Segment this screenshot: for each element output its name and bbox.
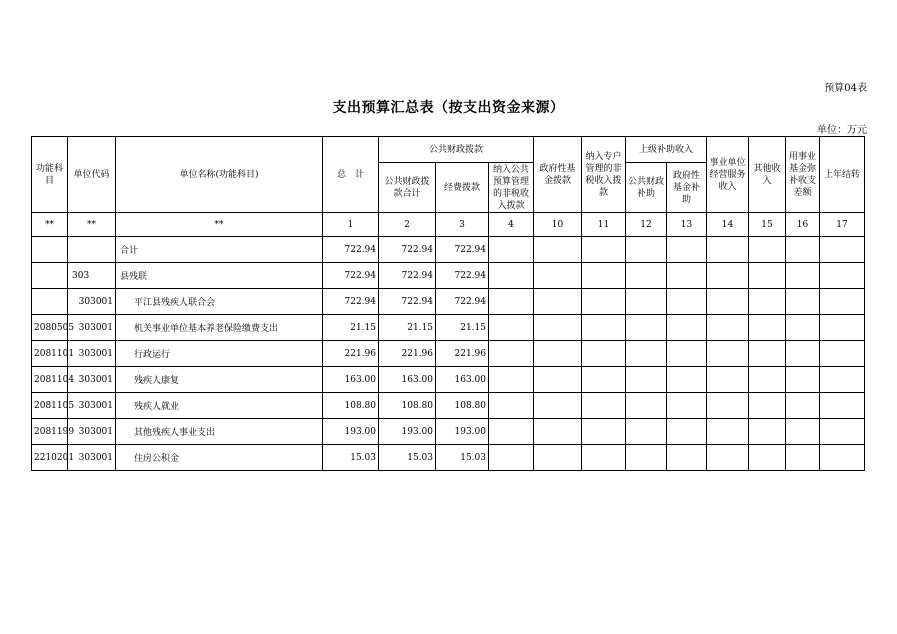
public-fin-total-cell: 722.94	[379, 237, 436, 263]
empty-cell	[582, 419, 626, 445]
empty-cell	[534, 367, 582, 393]
empty-cell	[786, 341, 820, 367]
empty-cell	[626, 419, 667, 445]
unit-code-cell: 303001	[68, 289, 116, 315]
table-row	[32, 237, 865, 263]
empty-cell	[626, 367, 667, 393]
empty-cell	[667, 289, 707, 315]
empty-cell	[786, 445, 820, 471]
table-row	[32, 419, 865, 445]
column-index-cell: 10	[534, 213, 582, 237]
func-code-cell: 2081104	[32, 367, 68, 393]
empty-cell	[786, 237, 820, 263]
empty-cell	[820, 289, 865, 315]
empty-cell	[489, 263, 534, 289]
empty-cell	[582, 393, 626, 419]
func-code-cell: 2081105	[32, 393, 68, 419]
header-func-code: 功能科目	[32, 137, 68, 213]
unit-name-cell: 合计	[116, 237, 323, 263]
table-row	[32, 445, 865, 471]
empty-cell	[707, 367, 749, 393]
empty-cell	[582, 367, 626, 393]
column-index-cell: 12	[626, 213, 667, 237]
total-cell: 722.94	[323, 289, 379, 315]
header-nontax-budget: 纳入公共预算管理的非税收入拨款	[489, 163, 534, 213]
public-fin-total-cell: 108.80	[379, 393, 436, 419]
public-fin-total-cell: 15.03	[379, 445, 436, 471]
allocation-cell: 722.94	[436, 289, 489, 315]
unit-code-cell: 303001	[68, 341, 116, 367]
func-code-cell	[32, 237, 68, 263]
empty-cell	[749, 367, 786, 393]
header-public-fin-total: 公共财政拨款合计	[379, 163, 436, 213]
header-fund-deficit: 用事业基金弥补收支差额	[786, 137, 820, 213]
empty-cell	[489, 341, 534, 367]
empty-cell	[626, 289, 667, 315]
empty-cell	[749, 289, 786, 315]
empty-cell	[749, 341, 786, 367]
empty-cell	[626, 237, 667, 263]
empty-cell	[667, 367, 707, 393]
unit-code-cell: 303001	[68, 393, 116, 419]
empty-cell	[667, 341, 707, 367]
empty-cell	[749, 263, 786, 289]
empty-cell	[667, 237, 707, 263]
empty-cell	[820, 393, 865, 419]
header-superior-subsidy: 上级补助收入	[626, 137, 707, 163]
empty-cell	[707, 289, 749, 315]
empty-cell	[749, 315, 786, 341]
unit-name-cell: 县残联	[116, 263, 323, 289]
header-total: 总 计	[323, 137, 379, 213]
table-row	[32, 263, 865, 289]
empty-cell	[626, 393, 667, 419]
column-index-cell: 1	[323, 213, 379, 237]
empty-cell	[707, 341, 749, 367]
public-fin-total-cell: 722.94	[379, 289, 436, 315]
empty-cell	[626, 445, 667, 471]
column-index-cell: 16	[786, 213, 820, 237]
empty-cell	[626, 263, 667, 289]
empty-cell	[534, 263, 582, 289]
column-index-cell: 17	[820, 213, 865, 237]
header-unit-name: 单位名称(功能科目)	[116, 137, 323, 213]
func-code-cell: 2081101	[32, 341, 68, 367]
unit-name-cell: 行政运行	[116, 341, 323, 367]
total-cell: 21.15	[323, 315, 379, 341]
table-row	[32, 393, 865, 419]
empty-cell	[534, 315, 582, 341]
empty-cell	[667, 419, 707, 445]
empty-cell	[707, 419, 749, 445]
empty-cell	[786, 393, 820, 419]
empty-cell	[534, 341, 582, 367]
table-row	[32, 289, 865, 315]
empty-cell	[582, 289, 626, 315]
column-index-cell: 13	[667, 213, 707, 237]
header-public-fin-subsidy: 公共财政补助	[626, 163, 667, 213]
total-cell: 163.00	[323, 367, 379, 393]
empty-cell	[489, 445, 534, 471]
header-gov-fund: 政府性基金拨款	[534, 137, 582, 213]
public-fin-total-cell: 193.00	[379, 419, 436, 445]
column-index-cell: 15	[749, 213, 786, 237]
allocation-cell: 21.15	[436, 315, 489, 341]
empty-cell	[489, 315, 534, 341]
empty-cell	[707, 445, 749, 471]
func-code-cell	[32, 263, 68, 289]
empty-cell	[582, 341, 626, 367]
budget-table	[31, 136, 865, 471]
public-fin-total-cell: 21.15	[379, 315, 436, 341]
header-gov-fund-subsidy: 政府性基金补助	[667, 163, 707, 213]
empty-cell	[534, 393, 582, 419]
empty-cell	[820, 237, 865, 263]
allocation-cell: 193.00	[436, 419, 489, 445]
header-unit-code: 单位代码	[68, 137, 116, 213]
total-cell: 722.94	[323, 237, 379, 263]
column-index-cell: 11	[582, 213, 626, 237]
empty-cell	[489, 419, 534, 445]
header-public-finance: 公共财政拨款	[379, 137, 534, 163]
unit-name-cell: 其他残疾人事业支出	[116, 419, 323, 445]
unit-name-cell: 残疾人康复	[116, 367, 323, 393]
header-other-income: 其他收入	[749, 137, 786, 213]
empty-cell	[707, 237, 749, 263]
empty-cell	[489, 237, 534, 263]
empty-cell	[582, 445, 626, 471]
empty-cell	[786, 367, 820, 393]
allocation-cell: 108.80	[436, 393, 489, 419]
empty-cell	[582, 263, 626, 289]
empty-cell	[582, 237, 626, 263]
empty-cell	[786, 419, 820, 445]
empty-cell	[626, 315, 667, 341]
column-index-cell: 3	[436, 213, 489, 237]
empty-cell	[820, 445, 865, 471]
total-cell: 193.00	[323, 419, 379, 445]
func-code-cell	[32, 289, 68, 315]
empty-cell	[534, 237, 582, 263]
total-cell: 221.96	[323, 341, 379, 367]
table-row	[32, 341, 865, 367]
total-cell: 15.03	[323, 445, 379, 471]
empty-cell	[707, 393, 749, 419]
column-index-row	[32, 213, 865, 237]
empty-cell	[707, 263, 749, 289]
empty-cell	[749, 237, 786, 263]
header-funding-allocation: 经费拨款	[436, 163, 489, 213]
func-code-cell: 2210201	[32, 445, 68, 471]
table-body	[32, 213, 865, 471]
empty-cell	[749, 445, 786, 471]
unit-code-cell: 303001	[68, 315, 116, 341]
allocation-cell: 722.94	[436, 237, 489, 263]
header-carry-over: 上年结转	[820, 137, 865, 213]
column-index-cell: 2	[379, 213, 436, 237]
allocation-cell: 15.03	[436, 445, 489, 471]
func-code-cell: 2081199	[32, 419, 68, 445]
table-row	[32, 367, 865, 393]
empty-cell	[820, 419, 865, 445]
empty-cell	[534, 445, 582, 471]
page-title: 支出预算汇总表（按支出资金来源）	[332, 100, 565, 116]
allocation-cell: 163.00	[436, 367, 489, 393]
empty-cell	[820, 263, 865, 289]
empty-cell	[749, 419, 786, 445]
empty-cell	[667, 445, 707, 471]
total-cell: 108.80	[323, 393, 379, 419]
unit-code-cell: 303	[68, 263, 116, 289]
empty-cell	[820, 315, 865, 341]
func-code-cell: 2080505	[32, 315, 68, 341]
unit-name-cell: 残疾人就业	[116, 393, 323, 419]
empty-cell	[786, 315, 820, 341]
empty-cell	[534, 289, 582, 315]
empty-cell	[786, 289, 820, 315]
empty-cell	[749, 393, 786, 419]
column-index-cell: 14	[707, 213, 749, 237]
unit-code-cell: 303001	[68, 419, 116, 445]
public-fin-total-cell: 163.00	[379, 367, 436, 393]
total-cell: 722.94	[323, 263, 379, 289]
empty-cell	[582, 315, 626, 341]
empty-cell	[667, 393, 707, 419]
unit-name-cell: 住房公积金	[116, 445, 323, 471]
allocation-cell: 221.96	[436, 341, 489, 367]
empty-cell	[820, 341, 865, 367]
unit-name-cell: 平江县残疾人联合会	[116, 289, 323, 315]
unit-code-cell	[68, 237, 116, 263]
public-fin-total-cell: 722.94	[379, 263, 436, 289]
public-fin-total-cell: 221.96	[379, 341, 436, 367]
empty-cell	[626, 341, 667, 367]
empty-cell	[707, 315, 749, 341]
empty-cell	[534, 419, 582, 445]
empty-cell	[820, 367, 865, 393]
empty-cell	[667, 315, 707, 341]
column-index-cell: **	[116, 213, 323, 237]
unit-name-cell: 机关事业单位基本养老保险缴费支出	[116, 315, 323, 341]
column-index-cell: **	[32, 213, 68, 237]
empty-cell	[786, 263, 820, 289]
empty-cell	[489, 367, 534, 393]
unit-code-cell: 303001	[68, 367, 116, 393]
unit-label: 单位：万元	[817, 125, 867, 136]
allocation-cell: 722.94	[436, 263, 489, 289]
header-business-income: 事业单位经营服务收入	[707, 137, 749, 213]
column-index-cell: **	[68, 213, 116, 237]
column-index-cell: 4	[489, 213, 534, 237]
header-special-nontax: 纳入专户管理的非税收入拨款	[582, 137, 626, 213]
empty-cell	[667, 263, 707, 289]
form-number: 预算04表	[824, 83, 867, 94]
empty-cell	[489, 289, 534, 315]
empty-cell	[489, 393, 534, 419]
table-row	[32, 315, 865, 341]
unit-code-cell: 303001	[68, 445, 116, 471]
